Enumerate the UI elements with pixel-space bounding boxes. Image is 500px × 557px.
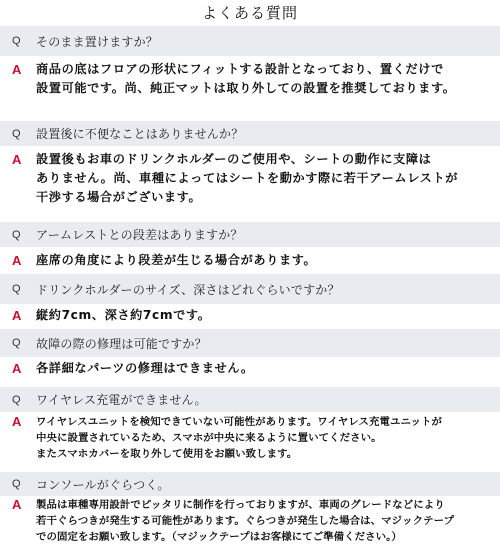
- question-mark: Q: [12, 35, 21, 47]
- answer-line: 製品は車種専用設計でピッタリに制作を行っておりますが、車両のグレードなどにより: [36, 499, 445, 511]
- faq-item-4: [0, 274, 500, 329]
- faq-item-2: [0, 121, 500, 222]
- question-row: [0, 222, 500, 247]
- faq-item-5: [0, 329, 500, 387]
- answer-text: [36, 497, 454, 557]
- answer-text: [36, 359, 254, 387]
- answer-line: 干渉する場合がございます。: [36, 190, 202, 204]
- answer-line: 座席の角度により段差が生じる場合があります。: [36, 253, 317, 267]
- answer-mark: A: [12, 308, 22, 323]
- answer-line: 各詳細なパーツの修理はできません。: [36, 361, 254, 375]
- answer-line: での固定をお願い致します。（マジックテープはお客様にてご準備ください。）: [36, 531, 402, 543]
- answer-mark: A: [12, 62, 22, 77]
- question-mark: Q: [12, 393, 21, 406]
- question-row: [0, 26, 500, 56]
- answer-line: ワイヤレスユニットを検知できていない可能性があります。ワイヤレス充電ユニットが: [36, 416, 443, 428]
- question-row: [0, 121, 500, 146]
- answer-mark: A: [12, 253, 22, 268]
- question-mark: Q: [12, 337, 21, 349]
- answer-line: 設置可能です。尚、純正マットは取り外しての設置を推奨しております。: [36, 81, 456, 95]
- faq-item-1: [0, 26, 500, 121]
- faq-item-3: [0, 222, 500, 274]
- question-row: [0, 387, 500, 412]
- answer-mark: A: [12, 361, 22, 376]
- question-row: [0, 472, 500, 496]
- faq-list: [0, 26, 500, 557]
- question-text: ワイヤレス充電ができません。: [36, 393, 207, 407]
- answer-row: [0, 56, 500, 121]
- answer-text: [36, 251, 316, 274]
- question-text: ドリンクホルダーのサイズ、深さはどれぐらいですか？: [36, 282, 340, 297]
- answer-row: [0, 357, 500, 387]
- answer-row: [0, 412, 500, 472]
- answer-row: [0, 146, 500, 222]
- answer-text: [36, 414, 442, 472]
- answer-text: [36, 306, 211, 329]
- answer-text: [36, 60, 456, 121]
- answer-line: 商品の底はフロアの形状にフィットする設計となっており、置くだけで: [36, 62, 444, 76]
- answer-row: [0, 496, 500, 557]
- answer-line: 中央に設置されているため、スマホが中央に来るように置いてください。: [36, 432, 382, 444]
- question-row: [0, 329, 500, 357]
- answer-line: ありません。尚、車種によってはシートを動かす際に若干アームレストが: [36, 171, 458, 185]
- faq-item-7: [0, 472, 500, 557]
- question-text: 設置後に不便なことはありませんか？: [36, 127, 244, 141]
- question-mark: Q: [12, 478, 21, 490]
- question-text: コンソールがぐらつく。: [36, 477, 170, 492]
- question-mark: Q: [12, 228, 21, 241]
- question-text: 故障の際の修理は可能ですか？: [36, 336, 207, 351]
- answer-line: 縦約7cm、深さ約7cmです。: [36, 308, 211, 322]
- answer-mark: A: [12, 414, 22, 429]
- faq-item-6: [0, 387, 500, 472]
- question-mark: Q: [12, 283, 21, 295]
- answer-line: またスマホカバーを取り外して使用をお願い致します。: [36, 448, 298, 460]
- question-row: [0, 274, 500, 304]
- answer-text: [36, 150, 458, 222]
- answer-row: [0, 247, 500, 274]
- question-text: そのまま置けますか？: [36, 34, 159, 49]
- question-mark: Q: [12, 127, 21, 140]
- answer-mark: A: [12, 497, 22, 512]
- answer-row: [0, 304, 500, 329]
- question-text: アームレストとの段差はありますか？: [36, 228, 243, 242]
- answer-mark: A: [12, 152, 22, 167]
- answer-line: 若干ぐらつきが発生する可能性があります。ぐらつきが発生した場合は、マジックテープ: [36, 515, 455, 527]
- answer-line: 設置後もお車のドリンクホルダーのご使用や、シートの動作に支障は: [36, 152, 432, 166]
- page-title: よくある質問: [201, 4, 298, 22]
